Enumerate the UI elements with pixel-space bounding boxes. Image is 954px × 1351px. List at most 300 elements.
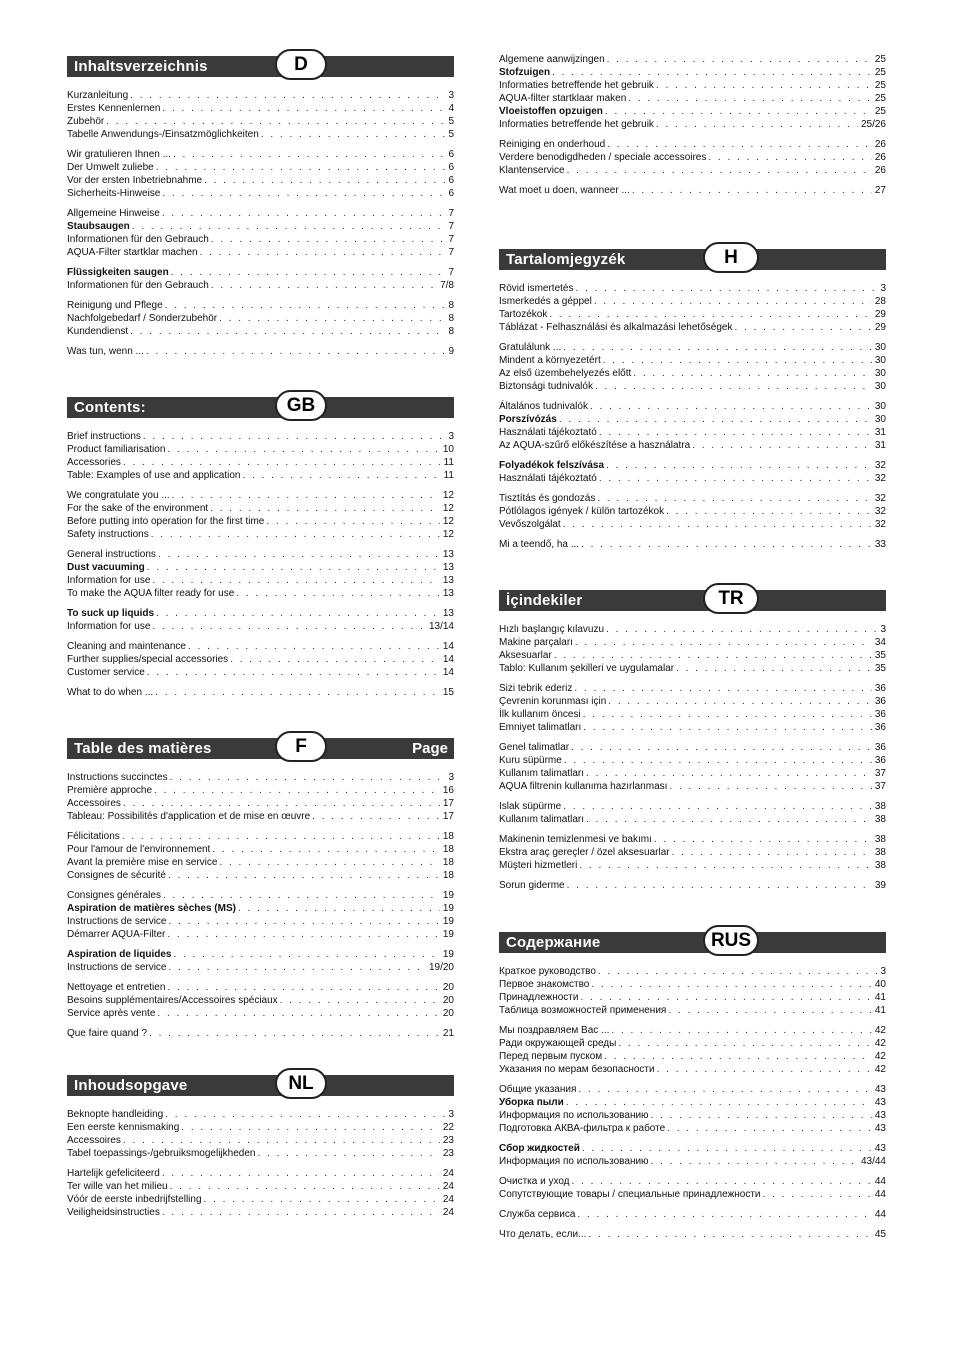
- leader-dots: [651, 1109, 872, 1122]
- leader-dots: [594, 295, 872, 308]
- toc-entry-page: 20: [442, 995, 454, 1006]
- leader-dots: [575, 282, 877, 295]
- leader-dots: [242, 469, 440, 482]
- toc-entry: [499, 623, 886, 636]
- leader-dots: [580, 991, 871, 1004]
- toc-section-gb: [67, 394, 454, 706]
- toc-entry: [67, 1147, 454, 1160]
- toc-entry: [67, 810, 454, 823]
- toc-entry: [67, 345, 454, 358]
- toc-entry-label: Vóór de eerste inbedrijfstelling: [67, 1194, 202, 1205]
- toc-entry-page: 38: [874, 834, 886, 845]
- toc-entry-label: Flüssigkeiten saugen: [67, 267, 169, 278]
- toc-group: [67, 1027, 454, 1040]
- leader-dots: [219, 856, 439, 869]
- leader-dots: [763, 1188, 872, 1201]
- toc-entry: [67, 456, 454, 469]
- toc-entry: [67, 174, 454, 187]
- toc-entry-label: İlk kullanım öncesi: [499, 709, 581, 720]
- toc-entry-label: Kuru süpürme: [499, 755, 562, 766]
- toc-entry: [67, 161, 454, 174]
- toc-group: [499, 800, 886, 826]
- toc-entry-label: Félicitations: [67, 831, 120, 842]
- leader-dots: [165, 299, 446, 312]
- leader-dots: [167, 443, 440, 456]
- toc-entry: [499, 79, 886, 92]
- toc-entry: [67, 246, 454, 259]
- toc-entry: [67, 89, 454, 102]
- toc-entry-label: Принадлежности: [499, 992, 579, 1003]
- toc-group: [67, 548, 454, 600]
- leader-dots: [312, 810, 440, 823]
- toc-group: [67, 299, 454, 338]
- leader-dots: [668, 1004, 872, 1017]
- leader-dots: [156, 607, 440, 620]
- leader-dots: [666, 505, 872, 518]
- toc-entry-page: 24: [442, 1181, 454, 1192]
- toc-entry-label: Сопутствующие товары / специальные принадлежности: [499, 1189, 761, 1200]
- toc-entry-label: Démarrer AQUA-Filter: [67, 929, 166, 940]
- leader-dots: [598, 965, 878, 978]
- leader-dots: [654, 833, 872, 846]
- toc-entry: [499, 538, 886, 551]
- toc-entry-label: Hızlı başlangıç kılavuzu: [499, 624, 605, 635]
- toc-entry: [67, 115, 454, 128]
- toc-entry-label: Informationen für den Gebrauch: [67, 280, 209, 291]
- toc-entry-label: Informaties betreffende het gebruik: [499, 80, 654, 91]
- toc-entry-page: 44: [874, 1189, 886, 1200]
- leader-dots: [628, 92, 872, 105]
- toc-entry-page: 36: [874, 709, 886, 720]
- toc-entry-page: 5: [448, 129, 454, 140]
- toc-entry-page: 23: [442, 1148, 454, 1159]
- toc-entry: [67, 843, 454, 856]
- leader-dots: [581, 538, 872, 551]
- toc-entry: [67, 233, 454, 246]
- toc-entry-label: Reiniging en onderhoud: [499, 139, 606, 150]
- section-title: Tartalomjegyzék: [506, 251, 626, 268]
- language-badge: H: [703, 242, 759, 273]
- toc-entry-label: Kundendienst: [67, 326, 129, 337]
- leader-dots: [632, 184, 872, 197]
- toc-entry-page: 36: [874, 742, 886, 753]
- toc-entry-label: Emniyet talimatları: [499, 722, 582, 733]
- toc-entry: [67, 502, 454, 515]
- toc-entry: [499, 879, 886, 892]
- toc-entry-label: Az első üzembehelyezés előtt: [499, 368, 632, 379]
- toc-group: [67, 686, 454, 699]
- toc-section-fr: [67, 735, 454, 1047]
- toc-entry-page: 30: [874, 368, 886, 379]
- toc-entry-page: 3: [448, 772, 454, 783]
- toc-entry: [499, 1122, 886, 1135]
- leader-dots: [604, 1050, 872, 1063]
- toc-entry: [499, 105, 886, 118]
- leader-dots: [708, 151, 872, 164]
- leader-dots: [606, 459, 872, 472]
- leader-dots: [169, 915, 440, 928]
- leader-dots: [564, 754, 872, 767]
- toc-entry-label: Een eerste kennismaking: [67, 1122, 180, 1133]
- toc-entry: [499, 400, 886, 413]
- toc-entry: [499, 813, 886, 826]
- toc-entry-page: 40: [874, 979, 886, 990]
- leader-dots: [608, 695, 872, 708]
- toc-entry: [67, 640, 454, 653]
- toc-entry-page: 4: [448, 103, 454, 114]
- toc-entry-label: Aksesuarlar: [499, 650, 552, 661]
- leader-dots: [162, 102, 445, 115]
- toc-entry-page: 28: [874, 296, 886, 307]
- toc-entry-page: 37: [874, 768, 886, 779]
- toc-entry-page: 11: [443, 457, 454, 468]
- toc-entry-page: 25/26: [860, 119, 886, 130]
- leader-dots: [567, 164, 872, 177]
- toc-entry-page: 42: [874, 1038, 886, 1049]
- toc-group: [499, 184, 886, 197]
- toc-entry-page: 36: [874, 683, 886, 694]
- toc-entry-page: 24: [442, 1194, 454, 1205]
- toc-group: [67, 148, 454, 200]
- section-header: [67, 1072, 454, 1096]
- toc-group: [499, 1142, 886, 1168]
- toc-section-ru: [499, 929, 886, 1248]
- toc-entry-page: 32: [874, 473, 886, 484]
- toc-entry-label: Краткое руководство: [499, 966, 596, 977]
- language-badge: RUS: [703, 925, 759, 956]
- toc-entry-label: Avant la première mise en service: [67, 857, 218, 868]
- toc-entry-page: 13/14: [428, 621, 454, 632]
- toc-entry-label: Информация по использованию: [499, 1156, 649, 1167]
- toc-entry-page: 43/44: [860, 1156, 886, 1167]
- toc-entry-page: 19: [442, 903, 454, 914]
- leader-dots: [571, 741, 872, 754]
- toc-entry: [499, 682, 886, 695]
- toc-entry-label: Служба сервиса: [499, 1209, 576, 1220]
- leader-dots: [152, 620, 426, 633]
- toc-entry-label: Accessories: [67, 457, 121, 468]
- toc-entry: [499, 1063, 886, 1076]
- leader-dots: [167, 981, 439, 994]
- toc-entry-page: 6: [448, 188, 454, 199]
- toc-entry: [67, 915, 454, 928]
- toc-entry-page: 35: [874, 650, 886, 661]
- toc-entry-label: Algemene aanwijzingen: [499, 54, 605, 65]
- toc-entry: [499, 354, 886, 367]
- leader-dots: [579, 859, 872, 872]
- toc-entry-page: 5: [448, 116, 454, 127]
- toc-entry: [499, 472, 886, 485]
- toc-entry-page: 44: [874, 1209, 886, 1220]
- toc-entry-label: Accessoires: [67, 798, 121, 809]
- toc-entry-page: 25: [874, 67, 886, 78]
- toc-entry-label: Vloeistoffen opzuigen: [499, 106, 603, 117]
- toc-entry-page: 18: [442, 857, 454, 868]
- leader-dots: [210, 502, 440, 515]
- language-badge: TR: [703, 583, 759, 614]
- leader-dots: [212, 843, 440, 856]
- toc-entry-label: Besoins supplémentaires/Accessoires spéciaux: [67, 995, 278, 1006]
- toc-entry: [499, 53, 886, 66]
- toc-entry-label: Allgemeine Hinweise: [67, 208, 160, 219]
- toc-entry: [67, 1007, 454, 1020]
- leader-dots: [552, 66, 872, 79]
- toc-entry-label: Vor der ersten Inbetriebnahme: [67, 175, 203, 186]
- section-title: Inhoudsopgave: [74, 1077, 188, 1094]
- toc-entry-label: Ради окружающей среды: [499, 1038, 617, 1049]
- toc-entry-label: Mi a teendő, ha ...: [499, 539, 580, 550]
- toc-entry-label: Что делать, если...: [499, 1229, 587, 1240]
- toc-entry-label: Informationen für den Gebrauch: [67, 234, 209, 245]
- toc-entry: [67, 1206, 454, 1219]
- toc-entry: [67, 830, 454, 843]
- leader-dots: [163, 889, 440, 902]
- toc-entry: [499, 1208, 886, 1221]
- toc-entry-label: Tartozékok: [499, 309, 548, 320]
- toc-entry-page: 39: [874, 880, 886, 891]
- toc-entry: [499, 367, 886, 380]
- toc-entry: [67, 1121, 454, 1134]
- toc-group: [499, 1024, 886, 1076]
- toc-entry-page: 18: [442, 844, 454, 855]
- toc-entry-page: 30: [874, 401, 886, 412]
- toc-entry: [67, 561, 454, 574]
- toc-entry-page: 17: [442, 798, 454, 809]
- toc-entry-label: Müşteri hizmetleri: [499, 860, 578, 871]
- toc-section-de: [67, 53, 454, 365]
- toc-entry-label: Rövid ismertetés: [499, 283, 574, 294]
- toc-entry-page: 16: [442, 785, 454, 796]
- leader-dots: [591, 978, 872, 991]
- toc-group: [499, 538, 886, 551]
- toc-entry: [499, 991, 886, 1004]
- toc-entry-label: Ismerkedés a géppel: [499, 296, 592, 307]
- toc-entry-label: Table: Examples of use and application: [67, 470, 241, 481]
- toc-entry: [499, 965, 886, 978]
- language-badge: D: [275, 49, 327, 80]
- toc-entry: [67, 325, 454, 338]
- leader-dots: [162, 1206, 440, 1219]
- toc-entry: [499, 859, 886, 872]
- leader-dots: [667, 1122, 872, 1135]
- leader-dots: [181, 1121, 440, 1134]
- toc-entry: [499, 662, 886, 675]
- toc-entry-label: Reinigung und Pflege: [67, 300, 163, 311]
- toc-entry-page: 3: [880, 283, 886, 294]
- leader-dots: [588, 1228, 871, 1241]
- leader-dots: [578, 1083, 872, 1096]
- toc-section-tr: [499, 587, 886, 899]
- toc-entry: [499, 708, 886, 721]
- toc-entry-page: 43: [874, 1084, 886, 1095]
- toc-entry-label: Çevrenin korunması için: [499, 696, 607, 707]
- toc-entry-label: Gratulálunk ...: [499, 342, 562, 353]
- toc-entry-label: To suck up liquids: [67, 608, 155, 619]
- toc-entry: [67, 620, 454, 633]
- toc-entry: [67, 548, 454, 561]
- toc-group: [499, 1175, 886, 1201]
- toc-entry-page: 8: [448, 326, 454, 337]
- toc-entry: [499, 636, 886, 649]
- toc-entry: [499, 138, 886, 151]
- toc-group: [499, 623, 886, 675]
- toc-entry-page: 43: [874, 1110, 886, 1121]
- toc-entry-page: 3: [448, 431, 454, 442]
- toc-entry: [499, 1024, 886, 1037]
- toc-entry-label: Очистка и уход: [499, 1176, 570, 1187]
- toc-entry: [499, 1037, 886, 1050]
- toc-entry: [499, 721, 886, 734]
- toc-entry-label: Biztonsági tudnivalók: [499, 381, 593, 392]
- toc-entry-page: 38: [874, 847, 886, 858]
- toc-entry-label: Подготовка АКВА-фильтра к работе: [499, 1123, 666, 1134]
- toc-entry-page: 19: [442, 890, 454, 901]
- toc-entry-page: 12: [442, 529, 454, 540]
- leader-dots: [236, 587, 440, 600]
- toc-entry-label: Информация по использованию: [499, 1110, 649, 1121]
- toc-entry-page: 18: [442, 870, 454, 881]
- toc-entry-page: 13: [442, 575, 454, 586]
- toc-entry-page: 7: [448, 221, 454, 232]
- toc-entry-label: Sorun giderme: [499, 880, 565, 891]
- toc-entry-label: Consignes de sécurité: [67, 870, 166, 881]
- toc-entry: [499, 282, 886, 295]
- toc-entry-label: Ekstra araç gereçler / özel aksesuarlar: [499, 847, 670, 858]
- section-title: Inhaltsverzeichnis: [74, 58, 208, 75]
- toc-entry-label: Kullanım talimatları: [499, 768, 585, 779]
- leader-dots: [266, 515, 440, 528]
- toc-entry-page: 9: [448, 346, 454, 357]
- leader-dots: [599, 426, 872, 439]
- toc-entry: [67, 856, 454, 869]
- leader-dots: [657, 1063, 872, 1076]
- toc-group: [499, 965, 886, 1017]
- toc-entry-label: Указания по мерам безопасности: [499, 1064, 655, 1075]
- toc-entry-label: For the sake of the environment: [67, 503, 209, 514]
- toc-entry-page: 42: [874, 1064, 886, 1075]
- toc-entry-label: Первое знакомство: [499, 979, 590, 990]
- toc-entry-label: Ter wille van het milieu: [67, 1181, 168, 1192]
- toc-entry: [67, 1167, 454, 1180]
- toc-entry-page: 19: [442, 949, 454, 960]
- toc-entry-page: 30: [874, 355, 886, 366]
- leader-dots: [188, 640, 440, 653]
- toc-entry-label: Islak süpürme: [499, 801, 562, 812]
- leader-dots: [106, 115, 445, 128]
- leader-dots: [170, 1180, 440, 1193]
- toc-group: [499, 1083, 886, 1135]
- toc-entry-page: 29: [874, 309, 886, 320]
- toc-entry-label: Nachfolgebedarf / Sonderzubehör: [67, 313, 218, 324]
- leader-dots: [590, 400, 872, 413]
- toc-entry-label: Information for use: [67, 575, 151, 586]
- leader-dots: [575, 636, 872, 649]
- toc-entry: [499, 1096, 886, 1109]
- toc-entry-label: Wir gratulieren Ihnen ...: [67, 149, 171, 160]
- toc-entry-page: 32: [874, 519, 886, 530]
- toc-entry-label: Instructions succinctes: [67, 772, 168, 783]
- toc-entry-label: Használati tájékoztató: [499, 473, 597, 484]
- leader-dots: [211, 233, 446, 246]
- toc-entry: [499, 92, 886, 105]
- toc-entry-label: Makine parçaları: [499, 637, 573, 648]
- toc-entry-label: Aspiration de matières sèches (MS): [67, 903, 236, 914]
- toc-entry-label: Tablo: Kullanım şekilleri ve uygulamalar: [499, 663, 675, 674]
- toc-entry: [499, 1109, 886, 1122]
- leader-dots: [230, 653, 440, 666]
- toc-entry-label: We congratulate you ...: [67, 490, 170, 501]
- leader-dots: [169, 961, 426, 974]
- toc-entry: [499, 800, 886, 813]
- toc-entry-page: 15: [442, 687, 454, 698]
- toc-entry-label: Stofzuigen: [499, 67, 551, 78]
- leader-dots: [257, 1147, 439, 1160]
- leader-dots: [692, 439, 872, 452]
- leader-dots: [603, 354, 872, 367]
- toc-entry: [67, 948, 454, 961]
- leader-dots: [574, 682, 872, 695]
- toc-entry-page: 34: [874, 637, 886, 648]
- toc-entry-label: Táblázat - Felhasználási és alkalmazási lehetőségek: [499, 322, 733, 333]
- toc-entry: [499, 151, 886, 164]
- toc-entry: [67, 430, 454, 443]
- leader-dots: [204, 174, 445, 187]
- toc-entry: [67, 469, 454, 482]
- toc-entry-page: 44: [874, 1176, 886, 1187]
- leader-dots: [567, 879, 872, 892]
- toc-entry-page: 38: [874, 814, 886, 825]
- toc-group: [499, 741, 886, 793]
- toc-entry-label: Сбор жидкостей: [499, 1143, 580, 1154]
- toc-entry: [499, 459, 886, 472]
- leader-dots: [123, 797, 440, 810]
- toc-entry-label: General instructions: [67, 549, 156, 560]
- toc-entry-page: 23: [442, 1135, 454, 1146]
- leader-dots: [171, 266, 446, 279]
- toc-entry: [499, 413, 886, 426]
- leader-dots: [147, 666, 440, 679]
- toc-group: [67, 89, 454, 141]
- toc-entry-page: 14: [442, 667, 454, 678]
- toc-entry-label: Kullanım talimatları: [499, 814, 585, 825]
- toc-entry-label: Dust vacuuming: [67, 562, 145, 573]
- toc-entry-label: Brief instructions: [67, 431, 141, 442]
- toc-entry: [499, 321, 886, 334]
- toc-entry-page: 29: [874, 322, 886, 333]
- toc-entry: [67, 207, 454, 220]
- toc-entry-label: Staubsaugen: [67, 221, 130, 232]
- toc-entry-label: Informaties betreffende het gebruik: [499, 119, 654, 130]
- toc-entry: [67, 869, 454, 882]
- section-header: [67, 53, 454, 77]
- leader-dots: [563, 800, 872, 813]
- toc-entry-label: Makinenin temizlenmesi ve bakımı: [499, 834, 652, 845]
- toc-entry: [67, 148, 454, 161]
- toc-entry: [67, 187, 454, 200]
- toc-entry: [67, 784, 454, 797]
- leader-dots: [599, 472, 872, 485]
- toc-entry: [499, 741, 886, 754]
- toc-group: [67, 830, 454, 882]
- leader-dots: [170, 771, 446, 784]
- toc-group: [67, 266, 454, 292]
- leader-dots: [147, 561, 440, 574]
- toc-entry-page: 6: [448, 175, 454, 186]
- toc-entry: [499, 341, 886, 354]
- toc-entry: [499, 118, 886, 131]
- toc-entry-label: Tabel toepassings-/gebruiksmogelijkheden: [67, 1148, 256, 1159]
- toc-entry-label: Instructions de service: [67, 962, 167, 973]
